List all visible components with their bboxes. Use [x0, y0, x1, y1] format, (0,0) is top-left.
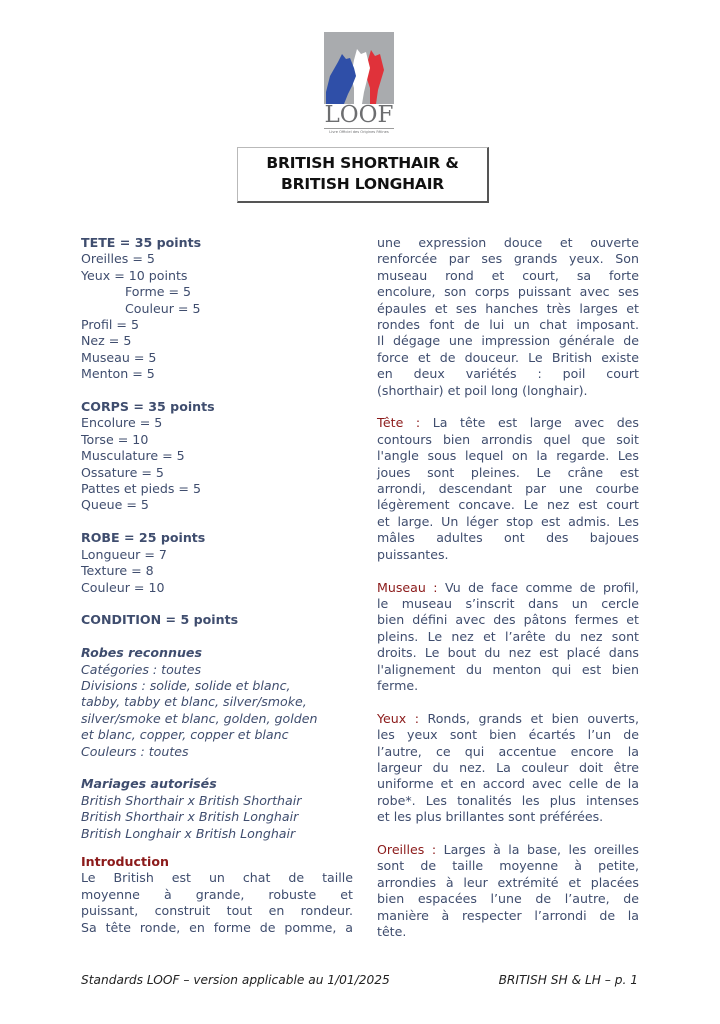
intro-line: Le British est un chat de taille: [81, 870, 353, 886]
intro-line: en deux variétés : poil court: [377, 366, 639, 382]
label-tete: Tête :: [377, 415, 421, 431]
section-first-line: [377, 842, 639, 858]
section-line: mâles adultes ont des bajoues: [377, 530, 639, 546]
section-text: Ronds, grands et bien ouverts,: [427, 710, 639, 726]
section-line: contours bien arrondis quel que soit: [377, 431, 639, 447]
intro-line: Sa tête ronde, en forme de pomme, a: [81, 919, 353, 935]
section-line: et large. Un léger stop est admis. Les: [377, 513, 639, 529]
footer-right: BRITISH SH & LH – p. 1: [498, 973, 638, 987]
section-line: tête.: [377, 924, 407, 939]
score-subitem: Forme = 5: [125, 284, 192, 300]
label-oreilles: Oreilles :: [377, 841, 437, 857]
score-item: Ossature = 5: [81, 464, 164, 480]
section-line: joues sont pleines. Le crâne est: [377, 464, 639, 480]
robes-line: Couleurs : toutes: [81, 743, 189, 759]
section-first-line: [377, 415, 639, 431]
score-item: Torse = 10: [81, 431, 149, 447]
intro-line: renforcée par ses grands yeux. Son: [377, 251, 639, 267]
score-item: Texture = 8: [81, 563, 154, 579]
section-line: puissantes.: [377, 546, 449, 562]
heading-condition: CONDITION = 5 points: [81, 612, 239, 628]
mariage-line: British Longhair x British Longhair: [81, 825, 296, 841]
heading-robes-reconnues: Robes reconnues: [81, 645, 202, 661]
intro-line: rondes font de lui un chat imposant.: [377, 317, 639, 333]
intro-line: une expression douce et ouverte: [377, 235, 639, 250]
intro-continuation: [377, 235, 639, 399]
score-item: Profil = 5: [81, 317, 139, 333]
left-column: [81, 235, 353, 936]
score-subitem: Couleur = 5: [125, 300, 201, 316]
right-column: [377, 235, 639, 957]
intro-line: force et de douceur. Le British existe: [377, 349, 639, 365]
section-text: Larges à la base, les oreilles: [443, 841, 639, 857]
section-line: pleins. Le nez et l’arête du nez sont: [377, 628, 639, 644]
score-item: Musculature = 5: [81, 448, 185, 464]
intro-line: épaules et ses hanches très larges et: [377, 300, 639, 316]
section-line: l’autre, ce qui accentue encore la: [377, 743, 639, 759]
intro-line: puissant, construit tout en rondeur.: [81, 903, 353, 919]
intro-line: Il dégage une impression générale de: [377, 333, 639, 349]
section-line: ferme.: [377, 677, 419, 693]
section-line: légèrement concave. Le nez est court: [377, 497, 639, 513]
robes-line: silver/smoke et blanc, golden, golden: [81, 710, 318, 726]
title-line-2: BRITISH LONGHAIR: [280, 175, 445, 193]
section-museau: [377, 580, 639, 695]
robes-line: tabby, tabby et blanc, silver/smoke,: [81, 694, 307, 710]
score-item: Yeux = 10 points: [81, 267, 188, 283]
score-item: Museau = 5: [81, 349, 157, 365]
section-line: l'angle sous lequel on la regarde. Les: [377, 448, 639, 464]
intro-line: moyenne à grande, robuste et: [81, 886, 353, 902]
section-line: droits. Le bout du nez est placé dans: [377, 645, 639, 661]
section-line: largeur du nez. La couleur doit être: [377, 759, 639, 775]
section-oreilles: [377, 842, 639, 940]
heading-robe: ROBE = 25 points: [81, 530, 206, 546]
section-line: arrondi, descendant par une courbe: [377, 481, 639, 497]
heading-corps: CORPS = 35 points: [81, 399, 215, 415]
section-line: bien espacées l’une de l’autre, de: [377, 891, 639, 907]
label-museau: Museau :: [377, 579, 438, 595]
intro-line: (shorthair) et poil long (longhair).: [377, 382, 588, 398]
mariage-line: British Shorthair x British Shorthair: [81, 792, 302, 808]
section-line: bien défini avec des pâtons fermes et: [377, 612, 639, 628]
section-text: Vu de face comme de profil,: [444, 579, 639, 595]
score-item: Longueur = 7: [81, 546, 167, 562]
section-line: arrondies à leur extrémité et placées: [377, 874, 639, 890]
heading-mariages: Mariages autorisés: [81, 776, 217, 792]
score-item: Queue = 5: [81, 497, 149, 513]
section-line: le museau s’inscrit dans un cercle: [377, 595, 639, 611]
logo-wordmark: LOOF: [324, 102, 394, 128]
score-item: Oreilles = 5: [81, 251, 155, 267]
score-item: Menton = 5: [81, 366, 155, 382]
logo-tagline: Livre Officiel des Origines Félines: [324, 128, 394, 135]
footer-left: Standards LOOF – version applicable au 1/01/2025: [81, 973, 390, 987]
label-yeux: Yeux :: [377, 710, 419, 726]
score-item: Encolure = 5: [81, 415, 163, 431]
title-box: [237, 147, 489, 203]
logo-cats-image: [324, 32, 394, 104]
loof-logo: [324, 32, 394, 138]
section-yeux: [377, 711, 639, 826]
score-item: Couleur = 10: [81, 579, 165, 595]
score-item: Pattes et pieds = 5: [81, 481, 201, 497]
robes-line: Catégories : toutes: [81, 661, 202, 677]
section-line: l'alignement du menton qui est bien: [377, 661, 639, 677]
robes-line: et blanc, copper, copper et blanc: [81, 727, 289, 743]
section-line: manière à respecter l’arrondi de la: [377, 907, 639, 923]
heading-introduction: Introduction: [81, 853, 169, 869]
title-line-1: BRITISH SHORTHAIR &: [266, 154, 459, 172]
score-item: Nez = 5: [81, 333, 132, 349]
section-line: uniforme et en accord avec celle de la: [377, 776, 639, 792]
intro-line: encolure, son corps puissant avec ses: [377, 284, 639, 300]
mariage-line: British Shorthair x British Longhair: [81, 809, 299, 825]
robes-line: Divisions : solide, solide et blanc,: [81, 677, 291, 693]
section-line: les yeux sont bien écartés l’un de: [377, 727, 639, 743]
section-line: robe*. Les tonalités les plus intenses: [377, 792, 639, 808]
section-first-line: [377, 580, 639, 596]
section-tete: [377, 415, 639, 563]
section-line: et les plus brillantes sont préférées.: [377, 809, 604, 825]
intro-line: museau rond et court, sa forte: [377, 267, 639, 283]
section-line: sont de taille moyenne à petite,: [377, 858, 639, 874]
section-text: La tête est large avec des: [432, 415, 639, 431]
section-first-line: [377, 711, 639, 727]
heading-tete: TETE = 35 points: [81, 235, 202, 250]
